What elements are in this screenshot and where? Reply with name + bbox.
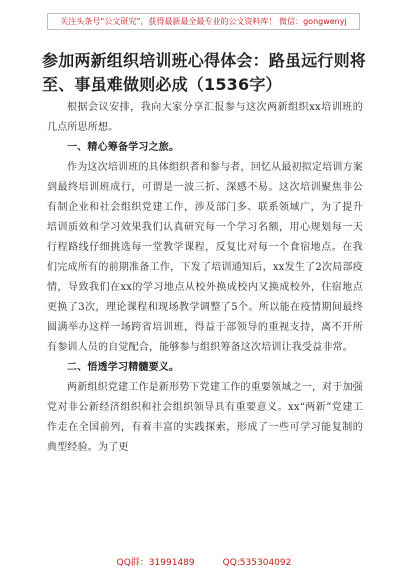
footer-qq: QQ:535304092 [222,558,292,568]
document-body [47,98,363,458]
intro-paragraph: 根据会议安排，我向大家分享汇报参与这次两新组织xx培训班的几点所思所想。 [47,102,363,133]
section-paragraph-1: 作为这次培训班的具体组织者和参与者，回忆从最初拟定培训方案到最终培训班成行，可谓是一波三折、深感不易。这次培训聚焦非公有制企业和社会组织党建工作，涉及部门多、联系领域广，为了提升培训质效和学习效果我们认真研究每一个学习名额，用心规划每一天行程路线仔细挑选每一堂教学课程，反复比对每一个食宿地点。在我们完成所有的前期准备工作，下发了培训通知后，xx发生了2次局部疫情，导致我们在xx的学习地点从校外换成校内又换成校外，住宿地点更换了3次，理论课程和现场教学调整了5个。所以能在疫情期间最终圆满举办这样一场跨省培训班，得益于部领导的重视支持，离不开所有参训人员的自觉配合，能够参与组织筹备这次培训让我受益非常。 [47,162,363,353]
footer-qq-group: QQ群：31991489 [116,558,195,568]
section-paragraph-2: 两新组织党建工作是新形势下党建工作的重要领域之一，对于加强党对非公新经济组织和社会组织领导具有重要意义。xx“两新”党建工作走在全国前列，有着丰富的实践探索，形成了一些可学习能复制的典型经验。为了更 [47,382,363,453]
section-heading-2: 二、悟透学习精髓要义。 [67,362,180,373]
document-title: 参加两新组织培训班心得体会：路虽远行则将至、事虽难做则必成（1536字） [42,51,367,94]
top-banner-text: 关注头条号“公文研究”，获得最新最全最专业的公文资料库！ 微信：gongwenyj [60,17,347,26]
footer-contact [0,556,408,570]
top-banner [47,13,360,30]
section-heading-1: 一、精心筹备学习之旅。 [67,142,180,153]
